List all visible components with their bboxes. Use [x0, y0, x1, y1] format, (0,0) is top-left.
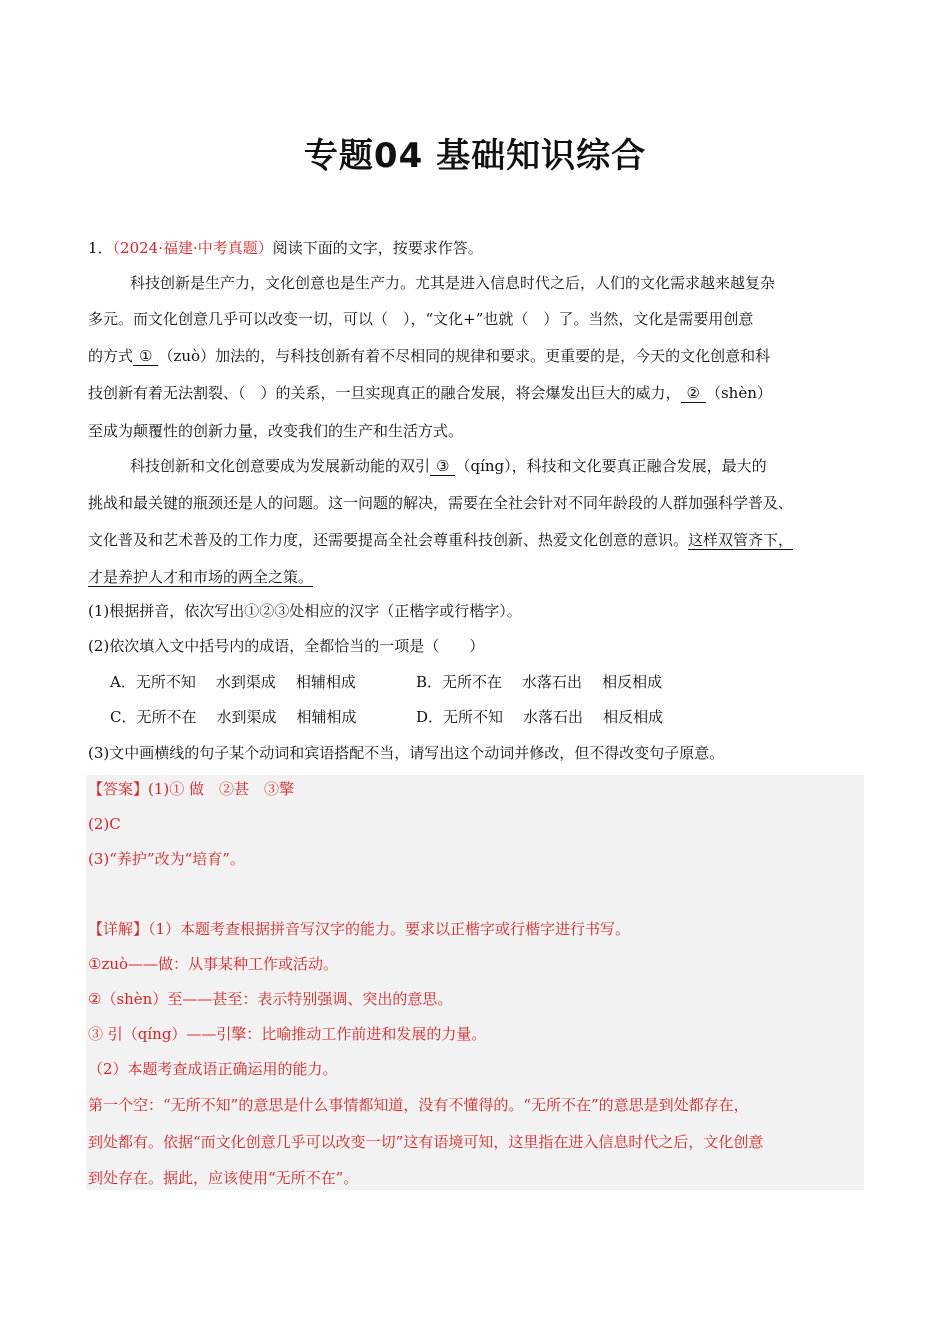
option-B [416, 671, 662, 693]
passage-text: 的方式 [88, 347, 134, 365]
option-item: 相反相成 [602, 673, 663, 691]
sub-question-3: (3)文中画横线的句子某个动词和宾语搭配不当，请写出这个动词并修改，但不得改变句子原意。 [88, 744, 725, 762]
passage-line: 挑战和最关键的瓶颈还是人的问题。这一问题的解决，需要在全社会针对不同年龄段的人群加强科学普及、 [88, 494, 794, 512]
option-item: 相辅相成 [295, 673, 356, 691]
option-C [110, 706, 357, 728]
explanation-line: 到处都有。依据“而文化创意几乎可以改变一切”这有语境可知，这里指在进入信息时代之后，文化创意 [88, 1133, 764, 1151]
passage-line: 多元。而文化创意几乎可以改变一切，可以（ ），“文化+”也就（ ）了。当然，文化是需要用创意 [88, 310, 754, 328]
explanation-line: ③ 引（qíng）——引擎：比喻推动工作前进和发展的力量。 [88, 1025, 487, 1043]
passage-line [88, 382, 772, 404]
passage-line: 科技创新是生产力，文化创意也是生产力。尤其是进入信息时代之后，人们的文化需求越来越复杂 [130, 274, 776, 292]
explanation-line: 到处存在。据此，应该使用“无所不在”。 [88, 1169, 359, 1187]
explanation-line [88, 918, 630, 940]
sub-question-2: (2)依次填入文中括号内的成语，全都恰当的一项是（ ） [88, 637, 485, 655]
explanation-tag: 【详解】 [88, 920, 149, 938]
answer-3: (3)“养护”改为“培育”。 [88, 850, 245, 868]
explanation-line: ②（shèn）至——甚至：表示特别强调、突出的意思。 [88, 990, 453, 1008]
underlined-sentence: 才是养护人才和市场的两全之策。 [88, 568, 314, 586]
page-title: 专题04 基础知识综合 [303, 136, 647, 176]
option-D [416, 706, 663, 728]
answer-2: (2)C [88, 815, 121, 833]
option-item: 无所不知 [135, 673, 196, 691]
answer-tag: 【答案】 [88, 780, 149, 798]
passage-text: 文化普及和艺术普及的工作力度，还需要提高全社会尊重科技创新、热爱文化创意的意识。 [88, 531, 689, 549]
passage-text: （zuò）加法的，与科技创新有着不尽相同的规律和要求。更重要的是，今天的文化创意和科 [158, 347, 771, 365]
option-item: 无所不在 [442, 673, 503, 691]
question-header [88, 237, 483, 259]
passage-text: 技创新有着无法割裂、（ ）的关系，一旦实现真正的融合发展，将会爆发出巨大的威力， [88, 384, 681, 402]
explanation-text: （1）本题考查根据拼音写汉字的能力。要求以正楷字或行楷字进行书写。 [148, 920, 631, 938]
option-item: 无所不知 [443, 708, 504, 726]
passage-line [88, 529, 793, 551]
passage-text: 科技创新和文化创意要成为发展新动能的双引 [130, 457, 431, 475]
answer-line [88, 778, 294, 800]
passage-line: 至成为颠覆性的创新力量，改变我们的生产和生活方式。 [88, 422, 464, 440]
option-item: 水落石出 [522, 673, 583, 691]
option-item: 相反相成 [603, 708, 664, 726]
question-instruction: 阅读下面的文字，按要求作答。 [272, 239, 483, 257]
passage-line [130, 455, 767, 477]
question-source: （2024·福建·中考真题） [112, 239, 273, 257]
blank-1: ① [133, 347, 158, 366]
answer-box [86, 775, 864, 1190]
option-item: 无所不在 [136, 708, 197, 726]
passage-text: （qíng），科技和文化要真正融合发展，最大的 [455, 457, 767, 475]
underlined-sentence: 这样双管齐下， [688, 531, 794, 549]
option-item: 相辅相成 [296, 708, 357, 726]
answer-1: (1)① 做 ②甚 ③擎 [148, 780, 295, 798]
option-label: D． [416, 708, 444, 726]
explanation-line: 第一个空：“无所不知”的意思是什么事情都知道，没有不懂得的。“无所不在”的意思是到处都存在， [88, 1096, 749, 1114]
option-item: 水落石出 [523, 708, 584, 726]
explanation-line: ①zuò——做：从事某种工作或活动。 [88, 955, 339, 973]
option-label: C． [110, 708, 137, 726]
question-number: 1． [88, 239, 113, 257]
passage-line [88, 345, 770, 367]
passage-line [88, 566, 313, 588]
option-label: A． [110, 673, 136, 691]
sub-question-1: (1)根据拼音，依次写出①②③处相应的汉字（正楷字或行楷字）。 [88, 602, 522, 620]
explanation-line: （2）本题考查成语正确运用的能力。 [88, 1060, 338, 1078]
passage-text: （shèn） [705, 384, 772, 402]
option-label: B． [416, 673, 443, 691]
blank-2: ② [681, 384, 706, 403]
option-item: 水到渠成 [216, 708, 277, 726]
option-item: 水到渠成 [215, 673, 276, 691]
blank-3: ③ [430, 457, 455, 476]
option-A [110, 671, 356, 693]
